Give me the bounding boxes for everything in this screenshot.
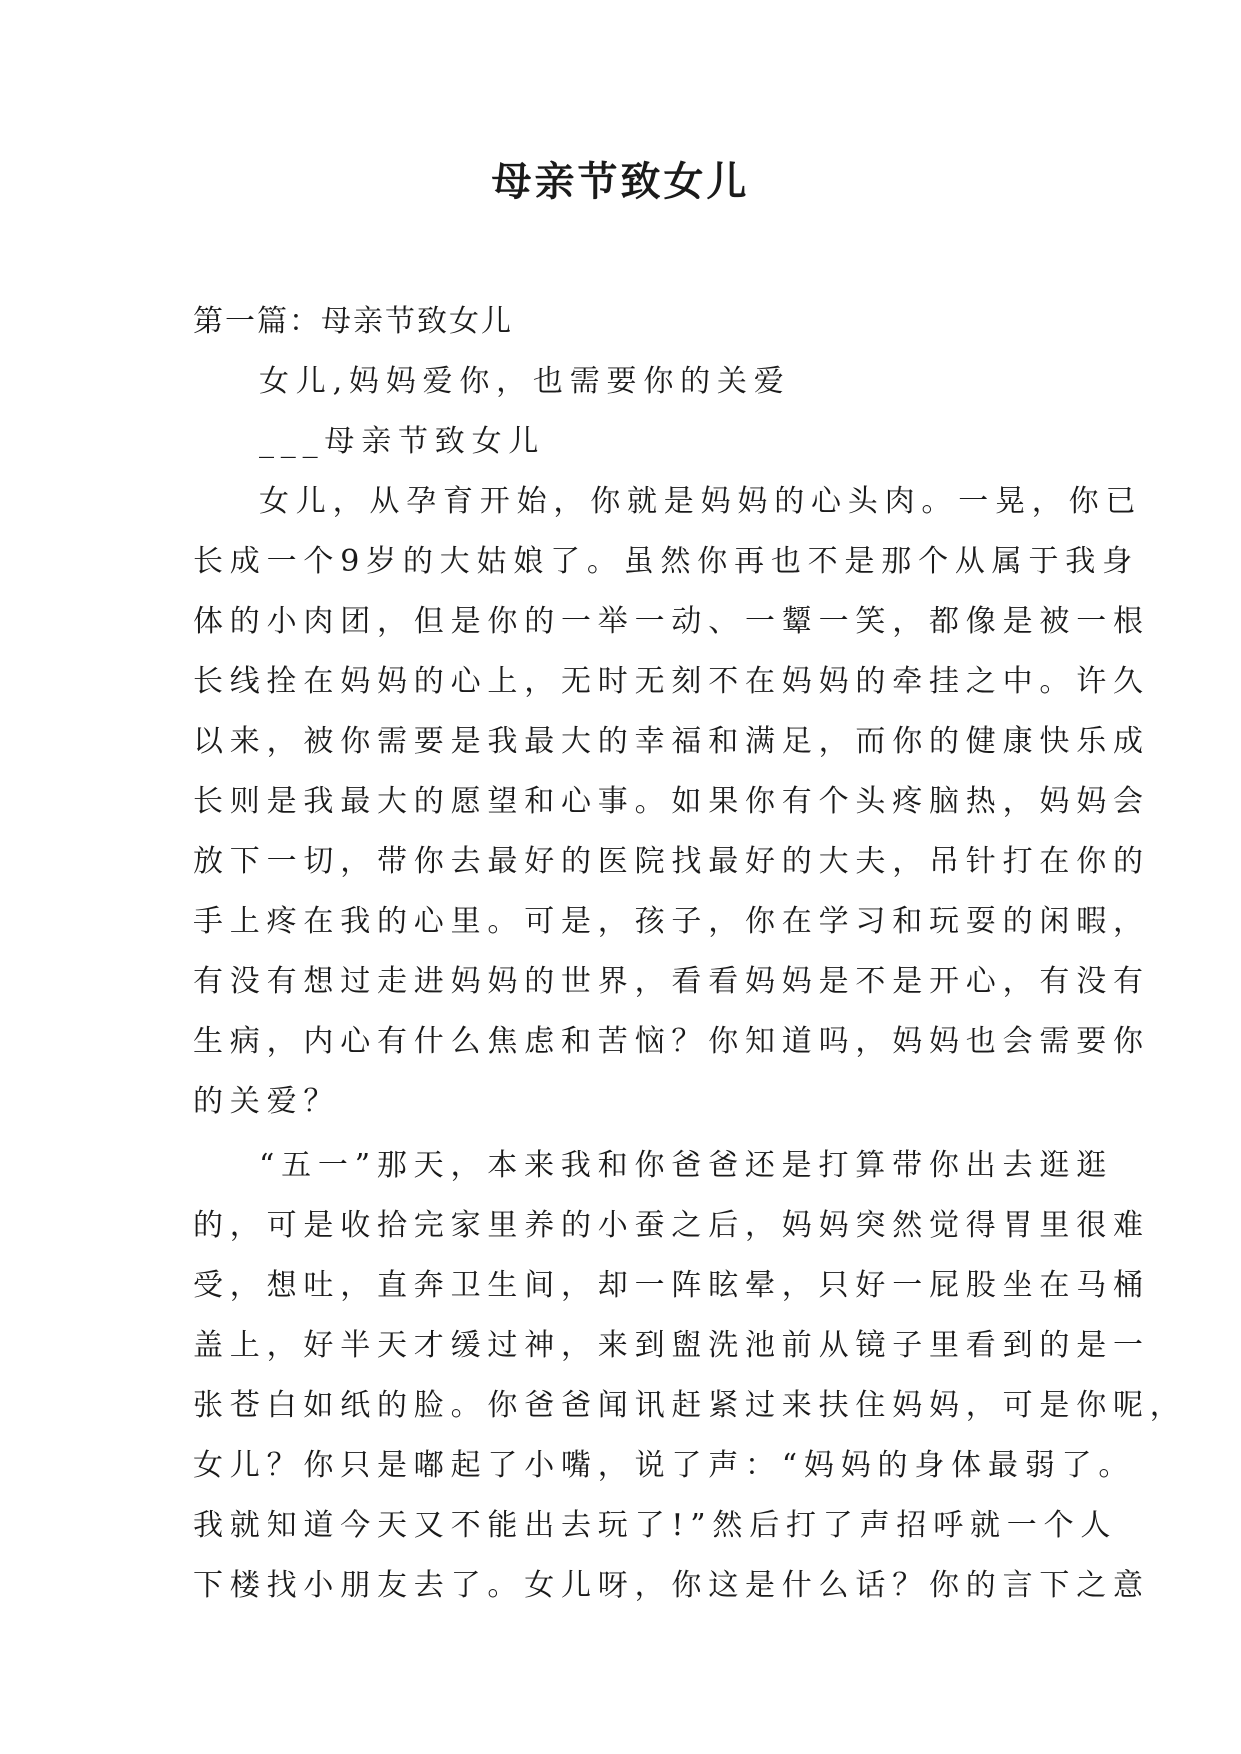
- paragraph-line: 我就知道今天又不能出去玩了!”然后打了声招呼就一个人: [193, 1508, 1118, 1543]
- section-heading: 第一篇：母亲节致女儿: [193, 304, 513, 339]
- paragraph-line: 盖上，好半天才缓过神，来到盥洗池前从镜子里看到的是一: [193, 1328, 1150, 1363]
- paragraph-line: 长线拴在妈妈的心上，无时无刻不在妈妈的牵挂之中。许久: [193, 664, 1150, 699]
- document-body: [193, 292, 1187, 1616]
- letter-title: 女儿,妈妈爱你，也需要你的关爱: [259, 364, 791, 399]
- paragraph-line: 的，可是收拾完家里养的小蚕之后，妈妈突然觉得胃里很难: [193, 1208, 1150, 1243]
- paragraph-line: 下楼找小朋友去了。女儿呀，你这是什么话？你的言下之意: [193, 1568, 1150, 1603]
- paragraph-line: 手上疼在我的心里。可是，孩子，你在学习和玩耍的闲暇，: [193, 904, 1150, 939]
- paragraph-line: 放下一切，带你去最好的医院找最好的大夫，吊针打在你的: [193, 844, 1150, 879]
- paragraph-line: “五一”那天，本来我和你爸爸还是打算带你出去逛逛: [259, 1148, 1113, 1183]
- paragraph-line: 长成一个9岁的大姑娘了。虽然你再也不是那个从属于我身: [193, 544, 1139, 579]
- paragraph-line: 体的小肉团，但是你的一举一动、一颦一笑，都像是被一根: [193, 604, 1150, 639]
- document-title: 母亲节致女儿: [491, 158, 750, 205]
- paragraph-line: 长则是我最大的愿望和心事。如果你有个头疼脑热，妈妈会: [193, 784, 1150, 819]
- paragraph-line: 有没有想过走进妈妈的世界，看看妈妈是不是开心，有没有: [193, 964, 1150, 999]
- paragraph-line: 以来，被你需要是我最大的幸福和满足，而你的健康快乐成: [193, 724, 1150, 759]
- letter-subtitle: ___母亲节致女儿: [259, 424, 546, 459]
- paragraph-line: 张苍白如纸的脸。你爸爸闻讯赶紧过来扶住妈妈，可是你呢，: [193, 1388, 1187, 1423]
- paragraph-line: 生病，内心有什么焦虑和苦恼？你知道吗，妈妈也会需要你: [193, 1024, 1150, 1059]
- paragraph-line: 的关爱？: [193, 1084, 341, 1119]
- paragraph-line: 女儿？你只是嘟起了小嘴，说了声：“妈妈的身体最弱了。: [193, 1448, 1136, 1483]
- paragraph-line: 女儿，从孕育开始，你就是妈妈的心头肉。一晃，你已: [259, 484, 1143, 519]
- paragraph-line: 受，想吐，直奔卫生间，却一阵眩晕，只好一屁股坐在马桶: [193, 1268, 1150, 1303]
